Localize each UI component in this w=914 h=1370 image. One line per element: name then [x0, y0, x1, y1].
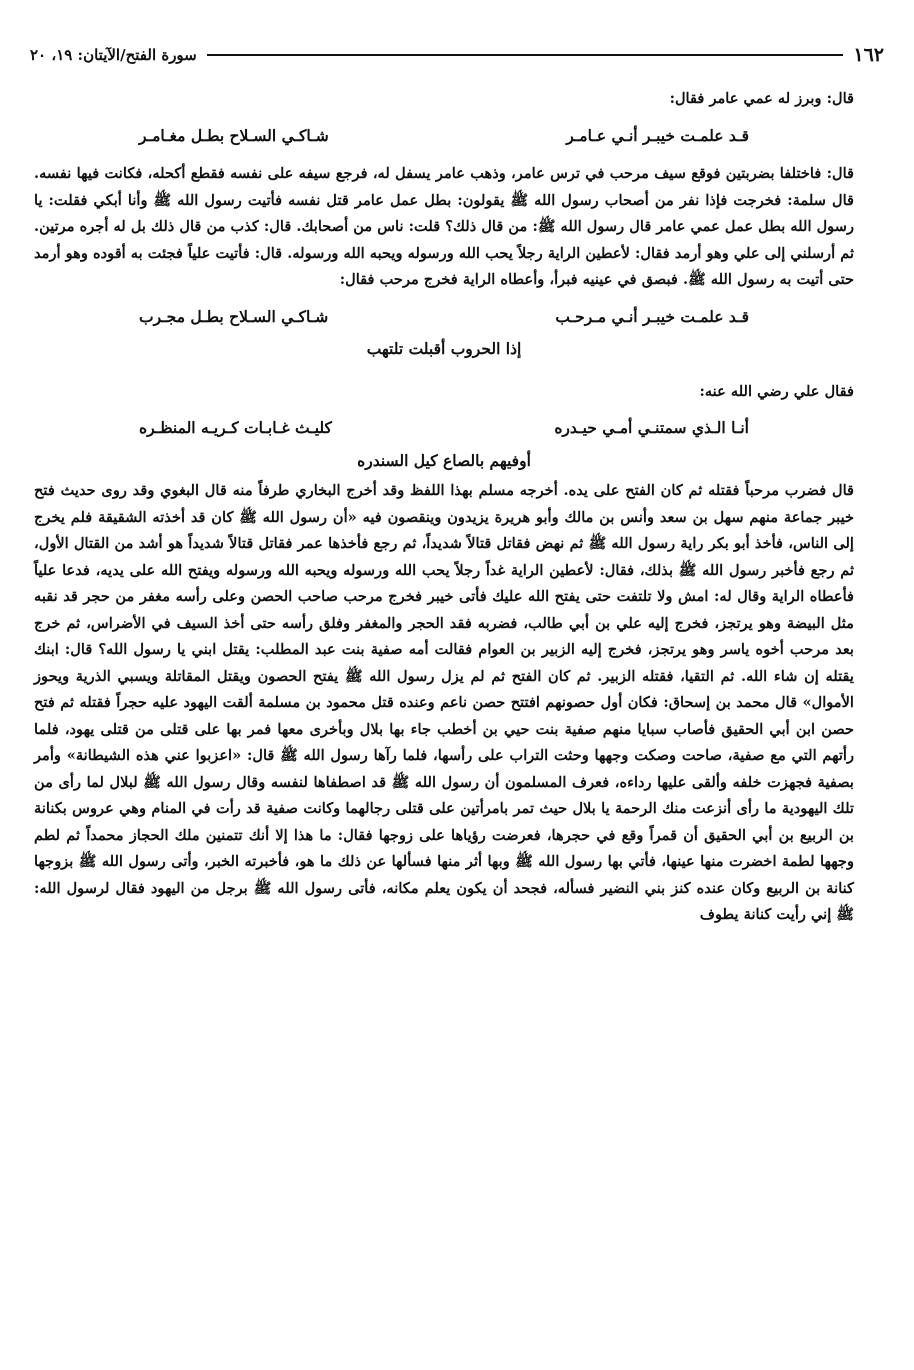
- spacer: [34, 149, 854, 161]
- verse-hemistich: قـد علمـت خيبـر أنـي مـرحـب: [555, 306, 749, 326]
- spacer: [34, 367, 854, 379]
- verse-line: [139, 415, 749, 442]
- paragraph: قال: فاختلفا بضربتين فوقع سيف مرحب في ترس عامر، وذهب عامر يسفل له، فرجع سيفه على نفسه فقطع أكحله، فكانت فيها نفسه. قال سلمة: فخرجت فإذا نفر من أصحاب رسول الله ﷺ يقولون: بطل عمل عامر قتل نفسه فأتيت رسول الله ﷺ وأنا أبكي فقلت: يا رسول الله بطل عمل عمي عامر قال رسول الله ﷺ: من قال ذلك؟ قلت: ناس من أصحابك. قال: كذب من قال ذلك بل له أجره مرتين. ثم أرسلني إلى علي وهو أرمد فقال: لأعطين الراية رجلاً يحب الله ورسوله ويحبه الله ورسوله. قال: فأتيت علياً فجئت به أقوده وهو أرمد حتى أتيت به رسول الله ﷺ. فبصق في عينيه فبرأ، وأعطاه الراية فخرج مرحب فقال:: [33, 165, 854, 288]
- verse-hemistich: شـاكـي السـلاح بطـل مجـرب: [139, 306, 329, 326]
- running-head: سورة الفتح/الآيتان: ١٩، ٢٠: [30, 46, 197, 64]
- paragraph: قال: وبرز له عمي عامر فقال:: [669, 90, 854, 107]
- verse-line-center: إذا الحروب أقبلت تلتهب: [366, 339, 522, 358]
- verse-hemistich: قـد علمـت خيبـر أنـي عـامـر: [566, 125, 749, 145]
- page-header: [30, 38, 884, 72]
- paragraph: قال فضرب مرحباً فقتله ثم كان الفتح على يده. أخرجه مسلم بهذا اللفظ وقد أخرج البخاري طرفاً منه قال البغوي وقد روى حديث فتح خيبر جماعة منهم سهل بن سعد وأنس بن مالك وأبو هريرة يزيدون وينقصون فيه «أن رسول الله ﷺ كان قد أخذته الشقيقة فلم يخرج إلى الناس، فأخذ أبو بكر راية رسول الله ﷺ ثم نهض فقاتل قتالاً شديداً، ثم رجع فأخذها عمر فقاتل قتالاً شديداً هو أشد من القتال الأول، ثم رجع فأخبر رسول الله ﷺ بذلك، فقال: لأعطين الراية غداً رجلاً يحب الله ورسوله ويحبه الله ورسوله ويفتح الله على يديه، فدعا علياً فأعطاه الراية وقال له: امش ولا تلتفت حتى يفتح الله عليك فأتى خيبر فخرج مرحب صاحب الحصن وعلى رأسه مغفر من حجر قد نقبه مثل البيضة وهو يرتجز، فخرج إليه علي بن أبي طالب، فضربه فقد الحجر والمغفر وفلق رأسه حتى أخذ السيف في الأضراس، ثم خرج بعد مرحب أخوه ياسر وهو يرتجز، فخرج إليه الزبير بن العوام فقالت أمه صفية بنت عبد المطلب: يقتل ابني يا رسول الله؟ قال: ابنك يقتله إن شاء الله. ثم التقيا، فقتله الزبير. ثم كان الفتح ثم لم يزل رسول الله ﷺ يفتح الحصون ويقتل المقاتلة ويسبي الذرية ويحوز الأموال» قال محمد بن إسحاق: فكان أول حصونهم افتتح حصن ناعم وعنده قتل محمود بن مسلمة ألقت اليهود عليه حجراً فقتله ثم فتح حصن ابن أبي الحقيق فأصاب سبايا منهم صفية بنت حيي بن أخطب جاء بها بلال وبأخرى معها فمر بها على قتلى من قتلى يهود، فلما رأتهم التي مع صفية، صاحت وصكت وجهها وحثت التراب على رأسها، فلما رآها رسول الله ﷺ قال: «اعزبوا عني هذه الشيطانة» وأمر بصفية فجهزت خلفه وألقى عليها رداءه، فعرف المسلمون أن رسول الله ﷺ قد اصطفاها لنفسه وقال رسول الله ﷺ لبلال لما رأى من تلك اليهودية ما رأى أنزعت منك الرحمة يا بلال حيث تمر بامرأتين على قتلى رجالهما وكانت صفية قد رأت في المنام وهي عروس بكنانة بن الربيع بن أبي الحقيق أن قمراً وقع في حجرها، فعرضت رؤياها على زوجها فقال: ما هذا إلا أنك تتمنين ملك الحجاز محمداً ثم لطم وجهها لطمة اخضرت منها عينها، فأتي بها رسول الله ﷺ وبها أثر منها فسألها عن ذلك ما هو، فأخبرته الخبر، وأتى رسول الله ﷺ بزوجها كنانة بن الربيع وكان عنده كنز بني النضير فسأله، فجحد أن يكون يعلم مكانه، فأتى رسول الله ﷺ برجل من اليهود فقال لرسول الله: ﷺ إني رأيت كنانة يطوف: [34, 482, 854, 923]
- page-number: ١٦٢: [853, 44, 884, 66]
- verse-hemistich: شـاكـي السـلاح بطـل مغـامـر: [139, 125, 329, 145]
- verse-line: [139, 304, 749, 331]
- verse-line-center: أوفيهم بالصاع كيل السندره: [357, 450, 531, 470]
- verse-line: [139, 123, 749, 150]
- paragraph: فقال علي رضي الله عنه:: [699, 382, 854, 400]
- verse-hemistich: كليـث غـابـات كـريـه المنظـره: [139, 418, 332, 437]
- header-rule: [207, 54, 844, 56]
- page-body: [34, 86, 854, 929]
- verse-hemistich: أنـا الـذي سمتنـي أمـي حيـدره: [554, 418, 749, 437]
